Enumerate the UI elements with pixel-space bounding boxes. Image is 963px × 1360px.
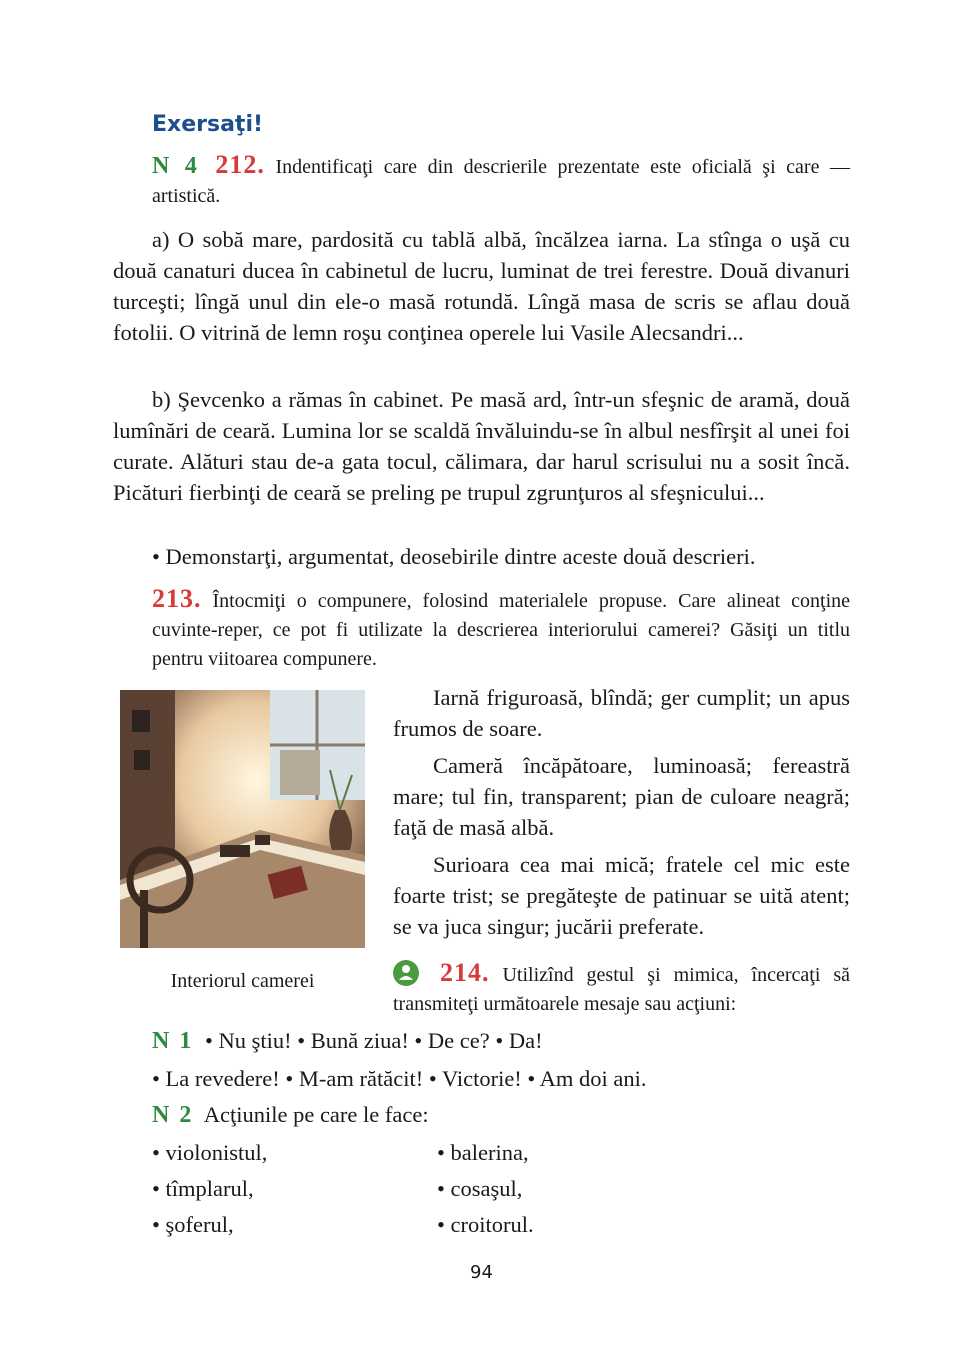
exercise-text: Întocmiţi o compunere, folosind materialele propuse. Care alineat conţine cuvinte-reper, ce pot fi utilizate la descrierea interiorului camerei? Găsiţi un titlu pentru viitoarea compunere. [152,590,850,670]
list-item: • violonistul, [152,1140,268,1165]
gesture-list: • Nu ştiu! • Bună ziua! • De ce? • Da! [204,1028,543,1053]
actions-line [152,1102,429,1129]
task-bullet: • Demonstarţi, argumentat, deosebirile dintre aceste două descrieri. [152,544,756,569]
material-paragraph-3: Surioara cea mai mică; fratele cel mic este foarte trist; se pregăteşte de patinuar se uită atent; se va juca singur; jucării preferate. [393,852,850,939]
level-badge: N 2 [152,1102,194,1128]
list-item: • croitorul. [437,1212,534,1237]
gesture-line-1 [152,1028,543,1055]
gesture-line-2: • La revedere! • M-am rătăcit! • Victorie! • Am doi ani. [152,1066,647,1091]
description-b: b) Şevcenko a rămas în cabinet. Pe masă ard, într-un sfeşnic de aramă, două lumînări de ceară. Lumina lor se scaldă învăluindu-se în albul nesfîrşit al unei foi curate. Alături stau de-a gata tocul, călimara, dar harul scrisului nu a sosit încă. Picături fierbinţi de ceară se preling pe trupul zgrunţuros al sfeşnicului... [113,387,850,505]
exercise-number: 214. [439,958,490,987]
description-a: a) O sobă mare, pardosită cu tablă albă, încălzea iarna. La stînga o uşă cu două canaturi ducea în cabinetul de lucru, luminat de trei ferestre. Două divanuri turceşti; lîngă unul din ele-o masă rotundă. Lîngă masa de scris se aflau două fotolii. O vitrină de lemn roşu conţinea operele lui Vasile Alecsandri... [113,227,850,345]
list-item: • tîmplarul, [152,1176,254,1201]
level-badge: N 1 [152,1028,194,1054]
exercise-text: Utilizînd gestul şi mimica, încercaţi să transmiteţi următoarele mesaje sau acţiuni: [393,964,851,1015]
list-item: • cosaşul, [437,1176,523,1201]
exercise-number: 212. [215,150,265,179]
material-paragraph-2: Cameră încăpătoare, luminoasă; fereastră mare; tul fin, transparent; pian de culoare neagră; faţă de masă albă. [393,753,850,840]
exercise-text: Indentificaţi care din descrierile prezentate este oficială şi care — artistică. [152,156,851,207]
exercise-212-prompt [152,150,850,211]
exercise-214-prompt [393,958,850,1019]
actions-label: Acţiunile pe care le face: [203,1102,429,1127]
list-item: • şoferul, [152,1212,234,1237]
list-item: • balerina, [437,1140,529,1165]
exercise-number: 213. [152,584,202,613]
section-heading: Exersaţi! [152,112,264,137]
material-paragraph-1: Iarnă friguroasă, blîndă; ger cumplit; un apus frumos de soare. [393,685,850,741]
exercise-213-prompt [152,584,850,674]
room-interior-illustration [120,690,365,948]
page-number: 94 [470,1262,493,1283]
level-badge: N 4 [152,153,199,179]
illustration-caption: Interiorul camerei [170,970,315,992]
group-work-icon [393,960,419,986]
